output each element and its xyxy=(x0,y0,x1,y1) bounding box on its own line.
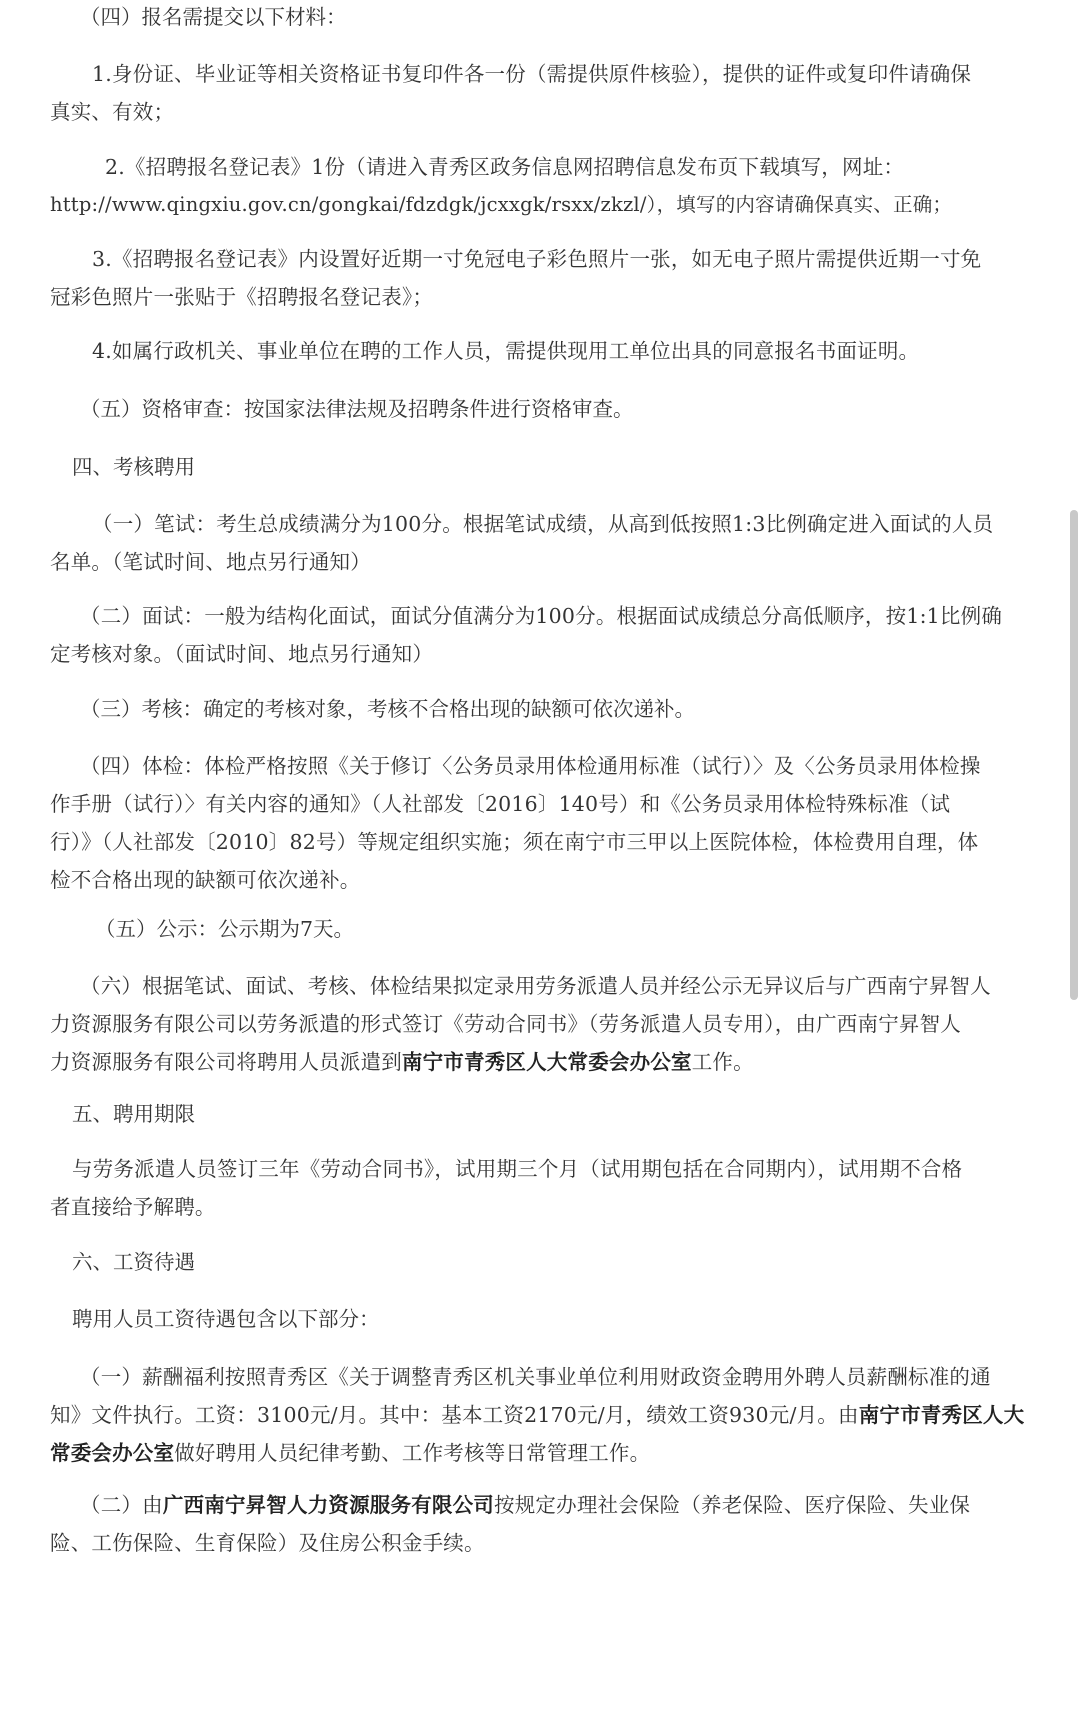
employer-name-bold: 南宁市青秀区人大常委会办公室 xyxy=(401,1050,692,1074)
section-4-materials-heading: （四）报名需提交以下材料： xyxy=(80,5,347,29)
contract-term-paragraph xyxy=(50,1150,1025,1226)
medical-exam-line-4: 检不合格出现的缺额可依次递补。 xyxy=(50,868,361,892)
insurance-line-1 xyxy=(50,1486,1025,1524)
employment-text-end: 工作。 xyxy=(691,1050,754,1074)
qualification-review: （五）资格审查：按国家法律法规及招聘条件进行资格审查。 xyxy=(80,397,634,421)
section-5-heading: 五、聘用期限 xyxy=(72,1102,195,1126)
employment-text: 力资源服务有限公司将聘用人员派遣到 xyxy=(50,1050,402,1074)
contract-term-line-2: 者直接给予解聘。 xyxy=(50,1195,216,1219)
scrollbar-thumb[interactable] xyxy=(1070,510,1078,1000)
publicity-paragraph: （五）公示：公示期为7天。 xyxy=(95,917,355,941)
salary-paragraph xyxy=(50,1358,1025,1472)
salary-line-1: （一）薪酬福利按照青秀区《关于调整青秀区机关事业单位利用财政资金聘用外聘人员薪酬标准的通 xyxy=(80,1365,991,1389)
agency-name-bold: 广西南宁昇智人力资源服务有限公司 xyxy=(162,1493,495,1517)
salary-intro: 聘用人员工资待遇包含以下部分： xyxy=(72,1307,380,1331)
section-4-heading: 四、考核聘用 xyxy=(72,455,195,479)
materials-item-4: 4.如属行政机关、事业单位在聘的工作人员，需提供现用工单位出具的同意报名书面证明。 xyxy=(92,339,920,363)
assessment-paragraph: （三）考核：确定的考核对象，考核不合格出现的缺额可依次递补。 xyxy=(80,697,695,721)
salary-text-end: 做好聘用人员纪律考勤、工作考核等日常管理工作。 xyxy=(174,1441,651,1465)
interview-line-2: 定考核对象。（面试时间、地点另行通知） xyxy=(50,642,434,666)
materials-item-2-line-2: http://www.qingxiu.gov.cn/gongkai/fdzdgk/jcxxgk/rsxx/zkzl/），填写的内容请确保真实、正确； xyxy=(50,193,953,216)
insurance-paragraph xyxy=(50,1486,1025,1562)
salary-line-3 xyxy=(50,1434,1025,1472)
employment-line-1: （六）根据笔试、面试、考核、体检结果拟定录用劳务派遣人员并经公示无异议后与广西南宁昇智人 xyxy=(80,974,991,998)
vertical-scrollbar[interactable] xyxy=(1070,0,1078,1714)
medical-exam-line-2: 作手册（试行）〉有关内容的通知》（人社部发〔2016〕140号）和《公务员录用体检特殊标准（试 xyxy=(50,792,951,816)
contract-term-line-1: 与劳务派遣人员签订三年《劳动合同书》，试用期三个月（试用期包括在合同期内），试用期不合格 xyxy=(72,1157,963,1181)
manager-name-bold: 南宁市青秀区人大 xyxy=(858,1403,1025,1427)
materials-item-1 xyxy=(50,55,1025,131)
insurance-text: 按规定办理社会保险（养老保险、医疗保险、失业保 xyxy=(494,1493,971,1517)
medical-exam-line-1: （四）体检：体检严格按照《关于修订〈公务员录用体检通用标准（试行）〉及〈公务员录用体检操 xyxy=(80,754,981,778)
salary-line-2 xyxy=(50,1396,1025,1434)
materials-item-3-line-1: 3.《招聘报名登记表》内设置好近期一寸免冠电子彩色照片一张，如无电子照片需提供近期一寸免 xyxy=(92,247,982,271)
materials-item-1-line-2: 真实、有效； xyxy=(50,100,175,124)
materials-item-3 xyxy=(50,240,1025,316)
insurance-text-start: （二）由 xyxy=(80,1493,163,1517)
medical-exam-paragraph xyxy=(50,747,1025,899)
written-exam-line-1: （一）笔试：考生总成绩满分为100分。根据笔试成绩，从高到低按照1:3比例确定进入面试的人员 xyxy=(92,512,994,536)
interview-line-1: （二）面试：一般为结构化面试，面试分值满分为100分。根据面试成绩总分高低顺序，按1:1比例确 xyxy=(80,604,1003,628)
written-exam-paragraph xyxy=(50,505,1025,581)
employment-line-3 xyxy=(50,1043,1025,1081)
employment-paragraph xyxy=(50,967,1025,1081)
manager-name-bold-cont: 常委会办公室 xyxy=(50,1441,175,1465)
employment-line-2: 力资源服务有限公司以劳务派遣的形式签订《劳动合同书》（劳务派遣人员专用），由广西南宁昇智人 xyxy=(50,1012,961,1036)
materials-item-2 xyxy=(50,148,1025,224)
interview-paragraph xyxy=(50,597,1025,673)
section-6-heading: 六、工资待遇 xyxy=(72,1250,195,1274)
insurance-line-2: 险、工伤保险、生育保险）及住房公积金手续。 xyxy=(50,1531,485,1555)
materials-item-2-line-1: 2.《招聘报名登记表》1份（请进入青秀区政务信息网招聘信息发布页下载填写，网址： xyxy=(105,155,905,179)
materials-item-1-line-1: 1.身份证、毕业证等相关资格证书复印件各一份（需提供原件核验），提供的证件或复印件请确保 xyxy=(92,62,972,86)
written-exam-line-2: 名单。（笔试时间、地点另行通知） xyxy=(50,550,371,574)
medical-exam-line-3: 行）》（人社部发〔2010〕82号）等规定组织实施；须在南宁市三甲以上医院体检，体检费用自理，体 xyxy=(50,830,979,854)
materials-item-3-line-2: 冠彩色照片一张贴于《招聘报名登记表》； xyxy=(50,285,434,309)
salary-text: 知》文件执行。工资：3100元/月。其中：基本工资2170元/月，绩效工资930元/月。由 xyxy=(50,1403,859,1427)
